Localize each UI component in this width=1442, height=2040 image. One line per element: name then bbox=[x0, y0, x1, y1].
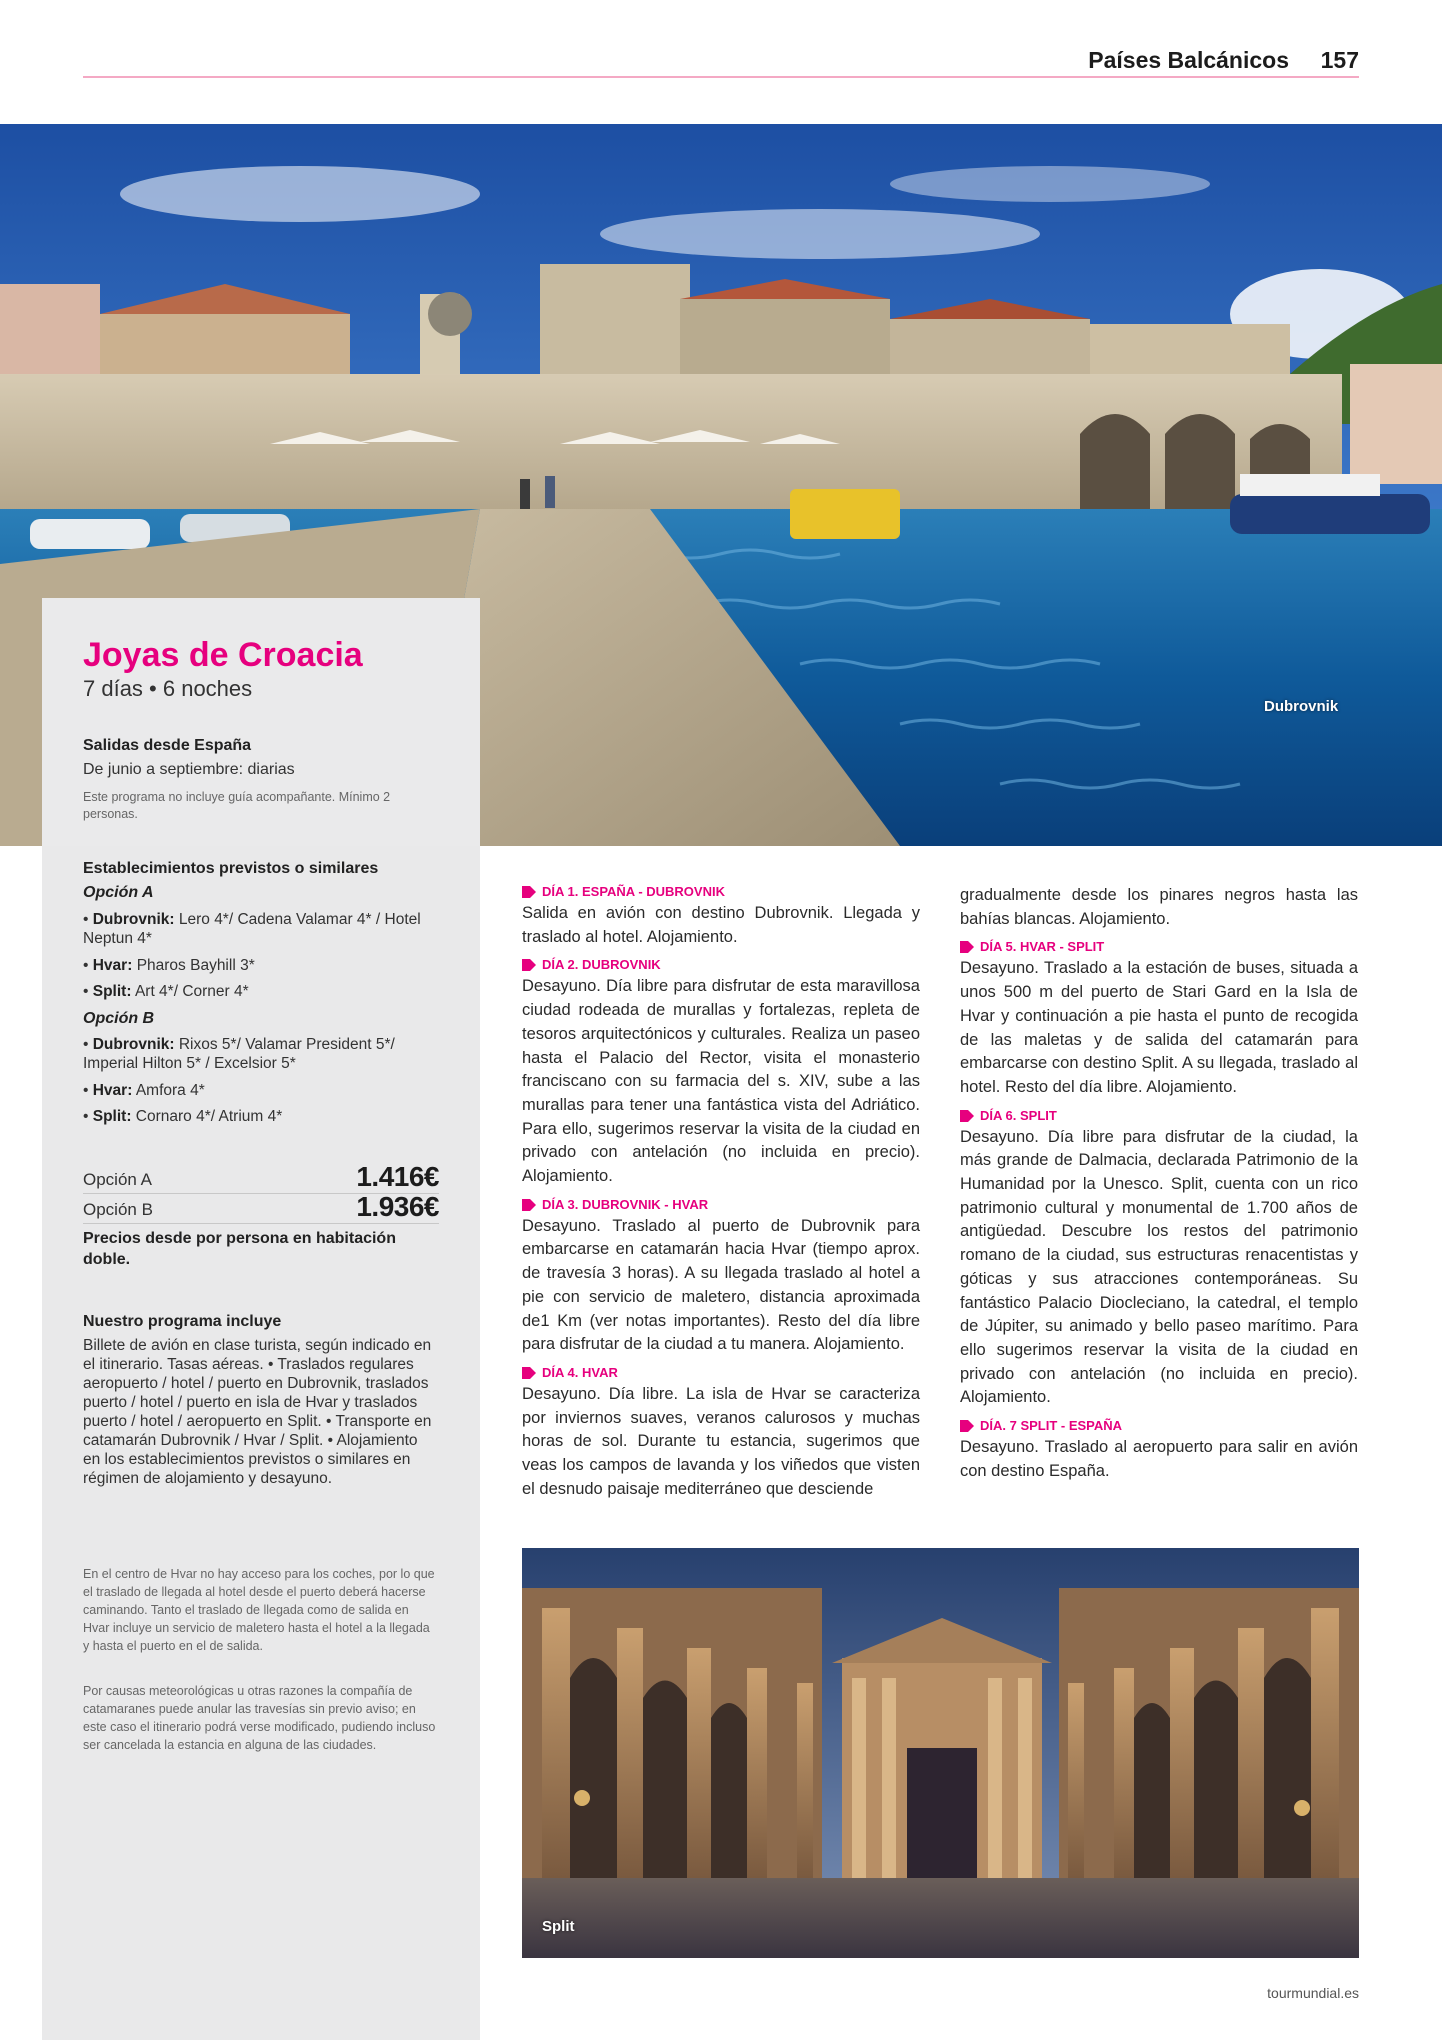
hotel-city: Dubrovnik: bbox=[92, 1036, 175, 1053]
split-photo-caption: Split bbox=[542, 1918, 575, 1935]
tag-icon bbox=[522, 959, 536, 971]
hotel-city: Hvar: bbox=[92, 1082, 133, 1099]
tag-icon bbox=[960, 1420, 974, 1432]
option-a-hotel-hvar: • Hvar: Pharos Bayhill 3* bbox=[83, 957, 255, 974]
day-heading bbox=[522, 955, 920, 975]
day-text: Desayuno. Traslado a la estación de buses, situada a unos 500 m del puerto de Stari Gard en la Isla de Hvar y continuación a pie hasta el punto de recogida de las maletas y de salida del catamarán para embarcarse con destino Split. A su llegada, traslado al hotel. Resto del día libre. Alojamiento. bbox=[960, 959, 1358, 1096]
itinerary-column-1 bbox=[522, 882, 920, 1503]
departures-note: Este programa no incluye guía acompañante. Mínimo 2 personas. bbox=[83, 790, 391, 821]
hotel-city: Split: bbox=[92, 983, 132, 1000]
day-heading bbox=[960, 937, 1358, 957]
page-header bbox=[83, 40, 1359, 78]
hotel-names: Cornaro 4*/ Atrium 4* bbox=[135, 1108, 283, 1125]
day-heading bbox=[960, 1416, 1358, 1436]
tag-icon bbox=[522, 1367, 536, 1379]
day-heading-label: DÍA. 7 SPLIT - ESPAÑA bbox=[980, 1418, 1123, 1434]
hero-photo-caption: Dubrovnik bbox=[1264, 698, 1339, 715]
day-text: Desayuno. Traslado al aeropuerto para salir en avión con destino España. bbox=[960, 1438, 1358, 1480]
option-b-hotel-split: • Split: Cornaro 4*/ Atrium 4* bbox=[83, 1108, 283, 1125]
hotel-city: Split: bbox=[92, 1108, 132, 1125]
price-row-option-b bbox=[83, 1191, 439, 1224]
option-b-hotel-dubrovnik: • Dubrovnik: Rixos 5*/ Valamar President 5*/ Imperial Hilton 5* / Excelsior 5* bbox=[83, 1036, 395, 1072]
trip-duration: 7 días • 6 noches bbox=[83, 676, 253, 701]
day-heading-label: DÍA 5. HVAR - SPLIT bbox=[980, 939, 1105, 955]
day-heading bbox=[960, 1106, 1358, 1126]
hotel-names: Pharos Bayhill 3* bbox=[136, 957, 255, 974]
price-note: Precios desde por persona en habitación doble. bbox=[83, 1230, 396, 1268]
option-b-hotel-hvar: • Hvar: Amfora 4* bbox=[83, 1082, 205, 1099]
departures-text: De junio a septiembre: diarias bbox=[83, 761, 295, 778]
hotel-names: Lero 4*/ Cadena Valamar 4* / Hotel Neptun 4* bbox=[83, 911, 421, 947]
day-text: Desayuno. Día libre para disfrutar de la ciudad, la más grande de Dalmacia, declarada Patrimonio de la Humanidad por la Unesco. Split, cuenta con un rico patrimonio cultural y monumental de 1.700 años de antigüedad. Descubre los restos del patrimonio romano de la ciudad, sus estructuras renacentistas y góticas y sus atracciones contemporáneas. Su fantástico Palacio Diocleciano, la catedral, el templo de Júpiter, su animado y bello paseo marítimo. Para ello sugerimos reservar la visita de la ciudad en privado con antelación (no incluida en precio). Alojamiento. bbox=[960, 1127, 1358, 1407]
price-label: Opción B bbox=[83, 1200, 153, 1219]
hotel-city: Dubrovnik: bbox=[92, 911, 175, 928]
tag-icon bbox=[960, 941, 974, 953]
price-label: Opción A bbox=[83, 1170, 152, 1189]
day-heading bbox=[522, 1195, 920, 1215]
split-photo bbox=[522, 1548, 1359, 1958]
day-text: Salida en avión con destino Dubrovnik. Llegada y traslado al hotel. Alojamiento. bbox=[522, 904, 920, 946]
departures-heading: Salidas desde España bbox=[83, 737, 252, 754]
day-heading-label: DÍA 3. DUBROVNIK - HVAR bbox=[542, 1196, 709, 1212]
tag-icon bbox=[522, 1199, 536, 1211]
day-heading bbox=[522, 1363, 920, 1383]
establishments-heading: Establecimientos previstos o similares bbox=[83, 860, 379, 877]
option-b-heading: Opción B bbox=[83, 1010, 155, 1027]
note-hvar-access: En el centro de Hvar no hay acceso para los coches, por lo que el traslado de llegada al hotel desde el puerto deberá hacerse caminando. Tanto el traslado de llegada como de salida en Hvar incluye un servicio de maletero hasta el hotel a la llegada y hasta el puerto en el de salida. bbox=[83, 1567, 435, 1653]
tag-icon bbox=[522, 886, 536, 898]
price-row-option-a bbox=[83, 1161, 439, 1194]
option-a-hotel-split: • Split: Art 4*/ Corner 4* bbox=[83, 983, 249, 1000]
trip-title: Joyas de Croacia bbox=[83, 636, 363, 674]
day-text: Desayuno. Traslado al puerto de Dubrovnik para embarcarse en catamarán hacia Hvar (tiempo aprox. de travesía 3 horas). A su llegada traslado al hotel a pie con servicio de maletero, distancia aproximada de1 Km (ver notas importantes). Resto del día libre para disfrutar de la ciudad a tu manera. Alojamiento. bbox=[522, 1216, 920, 1354]
note-catamaran: Por causas meteorológicas u otras razones la compañía de catamaranes puede anular las travesías sin previo aviso; en este caso el itinerario podrá verse modificado, pudiendo incluso ser cancelada la estancia en alguna de las ciudades. bbox=[83, 1684, 436, 1752]
option-a-hotel-dubrovnik: • Dubrovnik: Lero 4*/ Cadena Valamar 4* / Hotel Neptun 4* bbox=[83, 911, 421, 947]
day-heading-label: DÍA 1. ESPAÑA - DUBROVNIK bbox=[542, 884, 725, 899]
section-title: Países Balcánicos bbox=[1088, 47, 1289, 73]
hotel-city: Hvar: bbox=[92, 957, 133, 974]
itinerary-column-2 bbox=[960, 884, 1358, 1485]
price-value: 1.936€ bbox=[356, 1191, 439, 1222]
page-number: 157 bbox=[1320, 47, 1359, 73]
day-heading-label: DÍA 4. HVAR bbox=[542, 1364, 618, 1380]
day-heading bbox=[522, 882, 920, 902]
includes-text: Billete de avión en clase turista, según indicado en el itinerario. Tasas aéreas. • Traslados regulares aeropuerto / hotel / puerto en Dubrovnik, traslados puerto / hotel / puerto en isla de Hvar y traslados puerto / hotel / aeropuerto en Split. • Transporte en catamarán Dubrovnik / Hvar / Split. • Alojamiento en los establecimientos previstos o similares en régimen de alojamiento y desayuno. bbox=[83, 1337, 432, 1487]
option-a-heading: Opción A bbox=[83, 884, 154, 901]
day-text: Desayuno. Día libre para disfrutar de esta maravillosa ciudad rodeada de murallas y fortalezas, repleta de tesoros arquitectónicos y culturales. Realiza un paseo hasta el Palacio del Rector, visita el monasterio franciscano con su farmacia del s. XIV, sube a las murallas para tener una fantástica vista del Adriático. Para ello, sugerimos reservar la visita de la ciudad en privado con antelación (no incluida en precio). Alojamiento. bbox=[522, 977, 920, 1186]
day-text-continued: gradualmente desde los pinares negros hasta las bahías blancas. Alojamiento. bbox=[960, 886, 1358, 928]
includes-heading: Nuestro programa incluye bbox=[83, 1313, 282, 1330]
footer-url: tourmundial.es bbox=[1267, 1985, 1359, 2001]
hotel-names: Amfora 4* bbox=[135, 1082, 205, 1099]
day-heading-label: DÍA 6. SPLIT bbox=[980, 1107, 1057, 1123]
tag-icon bbox=[960, 1110, 974, 1122]
hotel-names: Art 4*/ Corner 4* bbox=[134, 983, 249, 1000]
price-value: 1.416€ bbox=[356, 1161, 439, 1192]
day-heading-label: DÍA 2. DUBROVNIK bbox=[542, 957, 661, 973]
day-text: Desayuno. Día libre. La isla de Hvar se caracteriza por inviernos suaves, veranos calurosos y muchas horas de sol. Durante tu estancia, sugerimos que veas los campos de lavanda y los viñedos que visten el desnudo paisaje mediterráneo que desciende bbox=[522, 1384, 920, 1498]
hotel-names: Rixos 5*/ Valamar President 5*/ Imperial Hilton 5* / Excelsior 5* bbox=[83, 1036, 395, 1072]
